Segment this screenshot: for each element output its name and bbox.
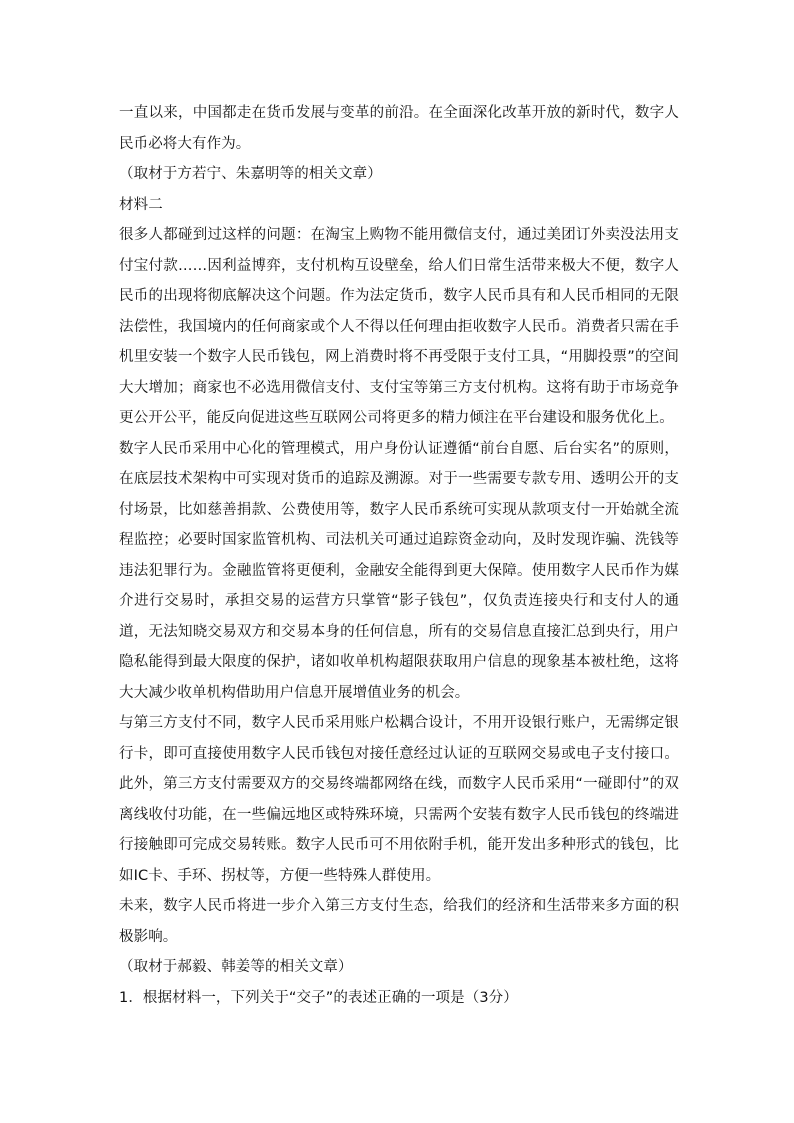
question-one: 1．根据材料一，下列关于“交子”的表述正确的一项是（3分） xyxy=(119,989,518,1006)
paragraph-conclusion-material-one: 一直以来，中国都走在货币发展与变革的前沿。在全面深化改革开放的新时代，数字人民币必将大有作为。 xyxy=(119,105,679,152)
source-citation-one: （取材于方若宁、朱嘉明等的相关文章） xyxy=(119,166,382,182)
paragraph-central-management: 数字人民币采用中心化的管理模式，用户身份认证遵循“前台自愿、后台实名”的原则，在底层技术架构中可实现对货币的追踪及溯源。对于一些需要专款专用、透明公开的支付场景，比如慈善捐款、公费使用等，数字人民币系统可实现从款项支付一开始就全流程监控；必要时国家监管机构、司法机关可通过追踪资金动向，及时发现诈骗、洗钱等违法犯罪行为。金融监管将更便利，金融安全能得到更大保障。使用数字人民币作为媒介进行交易时，承担交易的运营方只掌管“影子钱包”，仅负责连接央行和支付人的通道，无法知晓交易双方和交易本身的任何信息，所有的交易信息直接汇总到央行，用户隐私能得到最大限度的保护，诸如收单机构超限获取用户信息的现象基本被杜绝，这将大大减少收单机构借助用户信息开展增值业务的机会。 xyxy=(119,440,679,701)
section-heading-material-two: 材料二 xyxy=(119,196,163,213)
paragraph-future: 未来，数字人民币将进一步介入第三方支付生态，给我们的经济和生活带来多方面的积极影响。 xyxy=(119,898,679,945)
paragraph-loose-coupling: 与第三方支付不同，数字人民币采用账户松耦合设计，不用开设银行账户，无需绑定银行卡，即可直接使用数字人民币钱包对接任意经过认证的互联网交易或电子支付接口。此外，第三方支付需要双方的交易终端都网络在线，而数字人民币采用“一碰即付”的双离线收付功能，在一些偏远地区或特殊环境，只需两个安装有数字人民币钱包的终端进行接触即可完成交易转账。数字人民币可不用依附手机，能开发出多种形式的钱包，比如IC卡、手环、拐杖等，方便一些特殊人群使用。 xyxy=(119,715,679,884)
source-citation-two: （取材于郝毅、韩姜等的相关文章） xyxy=(119,959,353,975)
document-page xyxy=(119,98,679,1013)
paragraph-payment-barriers: 很多人都碰到过这样的问题：在淘宝上购物不能用微信支付，通过美团订外卖没法用支付宝付款……因利益博弈，支付机构互设壁垒，给人们日常生活带来极大不便，数字人民币的出现将彻底解决这个问题。作为法定货币，数字人民币具有和人民币相同的无限法偿性，我国境内的任何商家或个人不得以任何理由拒收数字人民币。消费者只需在手机里安装一个数字人民币钱包，网上消费时将不再受限于支付工具，“用脚投票”的空间大大增加；商家也不必选用微信支付、支付宝等第三方支付机构。这将有助于市场竞争更公开公平，能反向促进这些互联网公司将更多的精力倾注在平台建设和服务优化上。 xyxy=(119,227,679,426)
